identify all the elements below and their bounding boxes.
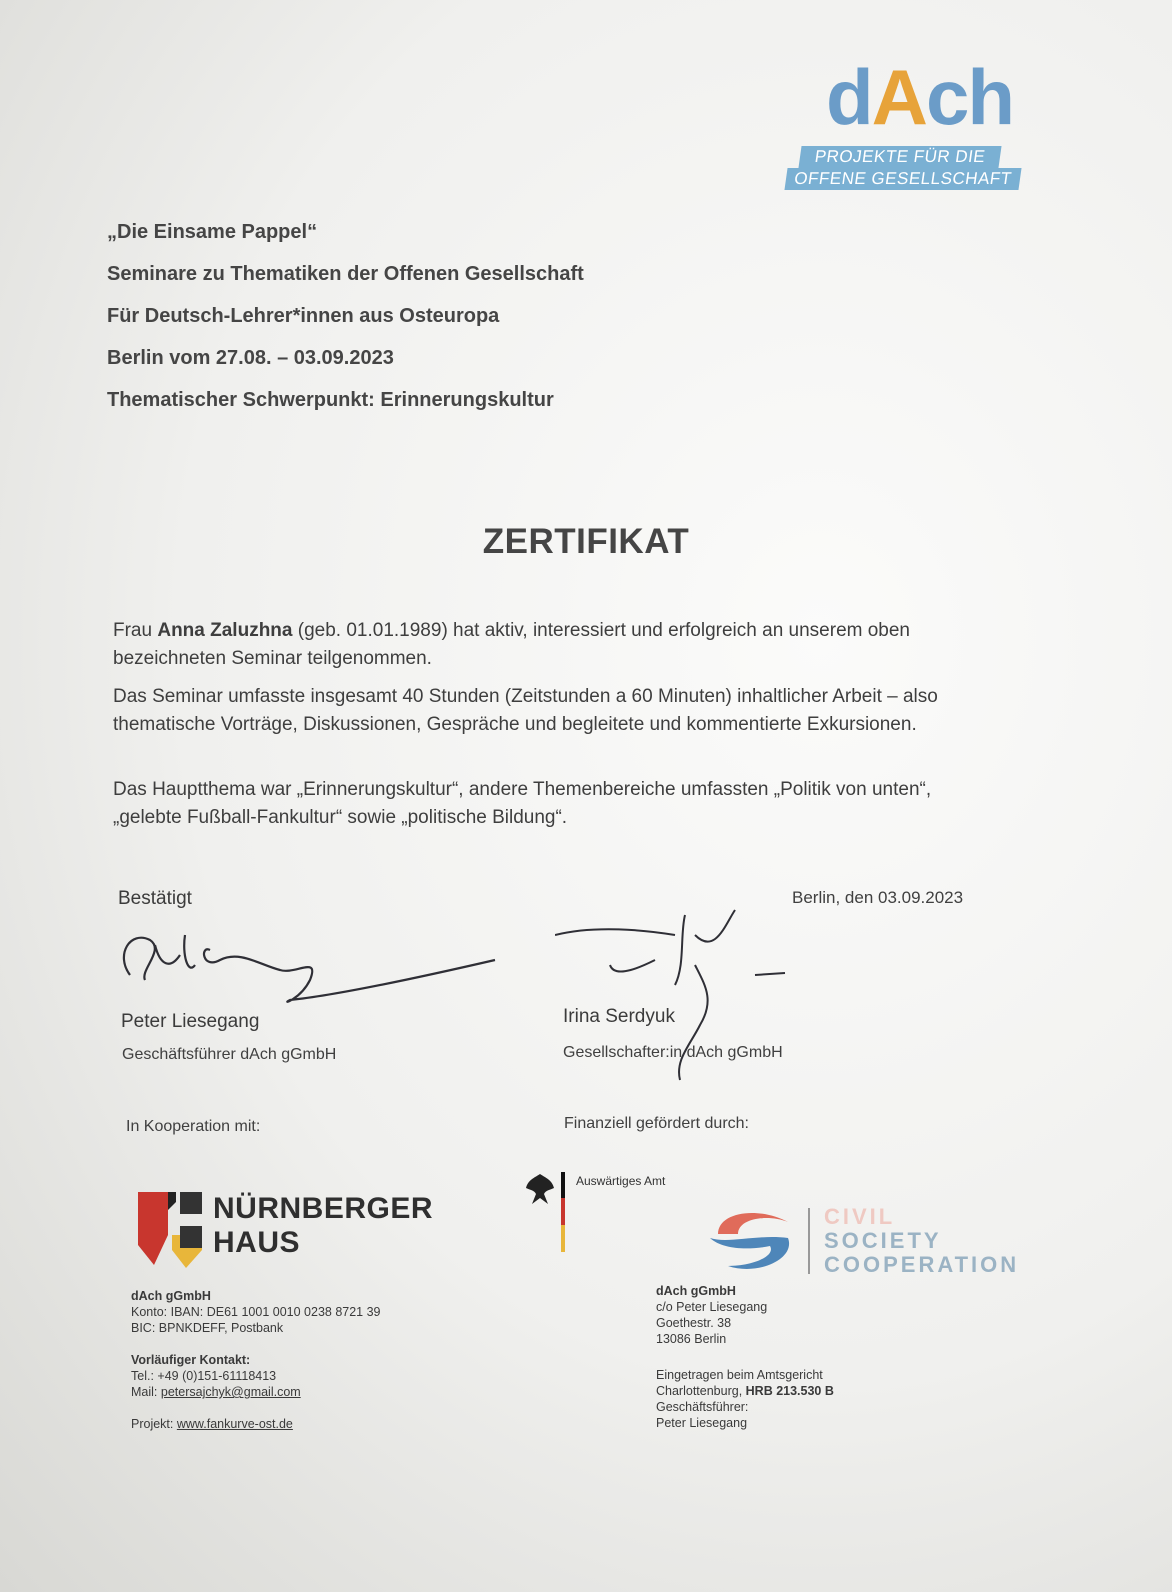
cs-line-1: CIVIL (824, 1204, 896, 1229)
cooperation-label: In Kooperation mit: (126, 1118, 261, 1135)
auswaertiges-amt-label: Auswärtiges Amt (576, 1174, 666, 1188)
flag-stripe-gold (561, 1225, 565, 1252)
signer-2-role: Gesellschafter:in dAch gGmbH (563, 1044, 783, 1061)
logo-tagline-1: PROJEKTE FÜR DIE (798, 146, 1001, 168)
civil-society-wordmark (824, 1205, 1019, 1277)
signer-2-name: Irina Serdyuk (563, 1006, 675, 1027)
signer-1-role: Geschäftsführer dAch gGmbH (122, 1046, 337, 1063)
seminar-audience: Für Deutsch-Lehrer*innen aus Osteuropa (107, 305, 500, 327)
flag-stripe-black (561, 1172, 565, 1198)
seminar-dates: Berlin vom 27.08. – 03.09.2023 (107, 347, 394, 369)
nh-square-2 (180, 1226, 202, 1248)
paragraph-hours: Das Seminar umfasste insgesamt 40 Stunden (Zeitstunden a 60 Minuten) inhaltlicher Arbeit – also thematische Vorträge, Diskussionen, Gespräche und begleitete und kommentierte Exkursionen. (113, 686, 938, 735)
logo-letter-d: d (826, 53, 872, 141)
footer-left (131, 1288, 381, 1432)
footer-mail-prefix: Mail: (131, 1385, 161, 1399)
seminar-name: „Die Einsame Pappel“ (107, 221, 318, 243)
footer-street: Goethestr. 38 (656, 1316, 732, 1330)
footer-register-1: Eingetragen beim Amtsgericht (656, 1368, 823, 1382)
paragraph-topics: Das Hauptthema war „Erinnerungskultur“, andere Themenbereiche umfassten „Politik von unten“, „gelebte Fußball-Fankultur“ sowie „politische Bildung“. (113, 779, 932, 828)
footer-md-label: Geschäftsführer: (656, 1400, 749, 1414)
footer-project-prefix: Projekt: (131, 1417, 177, 1431)
footer-md-name: Peter Liesegang (656, 1416, 748, 1430)
footer-project-link[interactable]: www.fankurve-ost.de (176, 1417, 293, 1431)
signature-1 (110, 925, 510, 1015)
seminar-series: Seminare zu Thematiken der Offenen Gesellschaft (107, 263, 584, 285)
p1-post: (geb. 01.01.1989) hat aktiv, interessiert und erfolgreich an unserem oben bezeichneten Seminar teilgenommen. (113, 620, 911, 669)
footer-left-org: dAch gGmbH (131, 1289, 211, 1303)
footer-right (656, 1283, 834, 1431)
nh-line-2: HAUS (213, 1226, 301, 1259)
flag-stripe-red (561, 1198, 565, 1225)
logo-letters-ch: ch (926, 53, 1014, 141)
footer-hrb: HRB 213.530 B (745, 1384, 834, 1398)
place-date: Berlin, den 03.09.2023 (792, 888, 964, 907)
federal-eagle-icon (524, 1172, 556, 1206)
footer-register-court: Charlottenburg, (656, 1384, 746, 1398)
footer-phone: Tel.: +49 (0)151-61118413 (131, 1369, 277, 1383)
certificate-title: ZERTIFIKAT (482, 522, 690, 561)
nh-line-1: NÜRNBERGER (213, 1192, 434, 1225)
signer-1-name: Peter Liesegang (121, 1011, 260, 1032)
footer-right-org: dAch gGmbH (656, 1284, 736, 1298)
logo-tagline-2: OFFENE GESELLSCHAFT (784, 168, 1021, 190)
logo-letter-a: A (871, 53, 926, 141)
footer-co: c/o Peter Liesegang (656, 1300, 768, 1314)
civil-society-logo-icon (708, 1204, 798, 1276)
seminar-focus: Thematischer Schwerpunkt: Erinnerungskultur (107, 389, 554, 411)
footer-contact-label: Vorläufiger Kontakt: (131, 1353, 251, 1367)
confirmed-label: Bestätigt (118, 888, 192, 909)
cs-divider (808, 1208, 810, 1274)
cs-line-2: SOCIETY (824, 1228, 942, 1253)
footer-bank-account: Konto: IBAN: DE61 1001 0010 0238 8721 39 (131, 1305, 381, 1319)
footer-city: 13086 Berlin (656, 1332, 727, 1346)
footer-email-link[interactable]: petersajchyk@gmail.com (160, 1385, 301, 1399)
nuernberger-haus-wordmark (213, 1192, 433, 1260)
nh-square-1 (180, 1192, 202, 1214)
p1-pre: Frau (113, 620, 158, 641)
participant-name: Anna Zaluzhna (157, 620, 293, 641)
dach-logo (826, 53, 1014, 141)
funding-label: Finanziell gefördert durch: (564, 1115, 749, 1132)
paragraph-participation (113, 617, 993, 673)
footer-bic: BIC: BPNKDEFF, Postbank (131, 1321, 284, 1335)
cs-line-3: COOPERATION (824, 1252, 1020, 1277)
